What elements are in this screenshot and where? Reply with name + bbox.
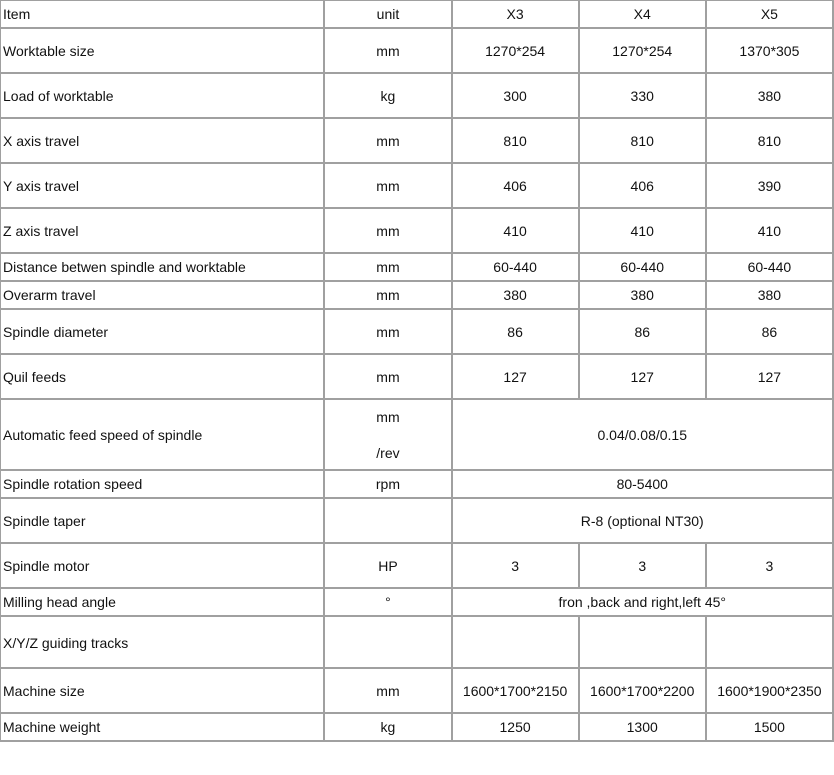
table-row (1, 209, 834, 254)
table-row (1, 355, 834, 400)
row-label: X axis travel (1, 119, 325, 164)
row-x3-value: 300 (453, 74, 580, 119)
row-x4-value: 410 (580, 209, 707, 254)
row-x4-value: 60-440 (580, 254, 707, 282)
table-row (1, 617, 834, 669)
row-shared-value: 0.04/0.08/0.15 (453, 400, 834, 471)
row-x3-value: 3 (453, 544, 580, 589)
table-row (1, 471, 834, 499)
row-unit: mm (325, 310, 452, 355)
row-x5-value: 1370*305 (707, 29, 834, 74)
row-label: Worktable size (1, 29, 325, 74)
row-label: Machine size (1, 669, 325, 714)
table-row (1, 119, 834, 164)
row-label: Y axis travel (1, 164, 325, 209)
header-x5: X5 (707, 1, 834, 29)
row-label: Quil feeds (1, 355, 325, 400)
row-x4-value (580, 617, 707, 669)
header-row (1, 1, 834, 29)
table-row (1, 669, 834, 714)
row-label: Spindle motor (1, 544, 325, 589)
table-row (1, 164, 834, 209)
header-unit: unit (325, 1, 452, 29)
row-unit: kg (325, 714, 452, 742)
table-row (1, 254, 834, 282)
row-unit (325, 617, 452, 669)
table-row (1, 544, 834, 589)
row-x4-value: 330 (580, 74, 707, 119)
row-unit: mm (325, 254, 452, 282)
table-row (1, 74, 834, 119)
row-x4-value: 380 (580, 282, 707, 310)
row-x3-value: 1600*1700*2150 (453, 669, 580, 714)
row-unit: mm (325, 282, 452, 310)
row-x3-value: 1250 (453, 714, 580, 742)
row-x4-value: 1600*1700*2200 (580, 669, 707, 714)
row-x5-value: 380 (707, 282, 834, 310)
row-shared-value: 80-5400 (453, 471, 834, 499)
table-row (1, 714, 834, 742)
row-shared-value: R-8 (optional NT30) (453, 499, 834, 544)
row-x4-value: 1300 (580, 714, 707, 742)
table-row (1, 589, 834, 617)
row-unit-bottom: /rev (376, 444, 400, 461)
row-unit: mm (325, 164, 452, 209)
row-x3-value: 380 (453, 282, 580, 310)
row-unit: HP (325, 544, 452, 589)
row-unit-top: mm (376, 408, 400, 425)
row-x5-value: 810 (707, 119, 834, 164)
row-x4-value: 406 (580, 164, 707, 209)
row-x5-value: 127 (707, 355, 834, 400)
table-row (1, 400, 834, 471)
row-x5-value: 380 (707, 74, 834, 119)
row-x5-value (707, 617, 834, 669)
row-label: Machine weight (1, 714, 325, 742)
row-x3-value: 1270*254 (453, 29, 580, 74)
table-row (1, 282, 834, 310)
row-x5-value: 60-440 (707, 254, 834, 282)
row-x5-value: 3 (707, 544, 834, 589)
row-label: Load of worktable (1, 74, 325, 119)
row-x3-value: 60-440 (453, 254, 580, 282)
row-label: Milling head angle (1, 589, 325, 617)
row-x3-value: 127 (453, 355, 580, 400)
header-item: Item (1, 1, 325, 29)
row-x5-value: 410 (707, 209, 834, 254)
row-x3-value: 410 (453, 209, 580, 254)
row-x4-value: 86 (580, 310, 707, 355)
row-label: Distance betwen spindle and worktable (1, 254, 325, 282)
row-unit: mm (325, 209, 452, 254)
row-label: Overarm travel (1, 282, 325, 310)
row-x4-value: 127 (580, 355, 707, 400)
row-label: Automatic feed speed of spindle (1, 400, 325, 471)
row-x4-value: 810 (580, 119, 707, 164)
row-x5-value: 86 (707, 310, 834, 355)
row-unit: mm (325, 355, 452, 400)
row-unit: kg (325, 74, 452, 119)
row-label: X/Y/Z guiding tracks (1, 617, 325, 669)
row-unit: ° (325, 589, 452, 617)
header-x4: X4 (580, 1, 707, 29)
row-x5-value: 390 (707, 164, 834, 209)
row-label: Spindle taper (1, 499, 325, 544)
row-x5-value: 1600*1900*2350 (707, 669, 834, 714)
row-label: Spindle rotation speed (1, 471, 325, 499)
row-unit: mm (325, 29, 452, 74)
row-shared-value: fron ,back and right,left 45° (453, 589, 834, 617)
row-label: Z axis travel (1, 209, 325, 254)
row-x3-value (453, 617, 580, 669)
header-x3: X3 (453, 1, 580, 29)
row-x3-value: 406 (453, 164, 580, 209)
table-row (1, 29, 834, 74)
row-unit: rpm (325, 471, 452, 499)
row-x3-value: 810 (453, 119, 580, 164)
table-row (1, 499, 834, 544)
row-x3-value: 86 (453, 310, 580, 355)
row-unit (325, 499, 452, 544)
row-unit: mm (325, 119, 452, 164)
row-unit (325, 400, 452, 471)
row-x5-value: 1500 (707, 714, 834, 742)
row-unit: mm (325, 669, 452, 714)
row-x4-value: 3 (580, 544, 707, 589)
row-label: Spindle diameter (1, 310, 325, 355)
table-row (1, 310, 834, 355)
row-x4-value: 1270*254 (580, 29, 707, 74)
